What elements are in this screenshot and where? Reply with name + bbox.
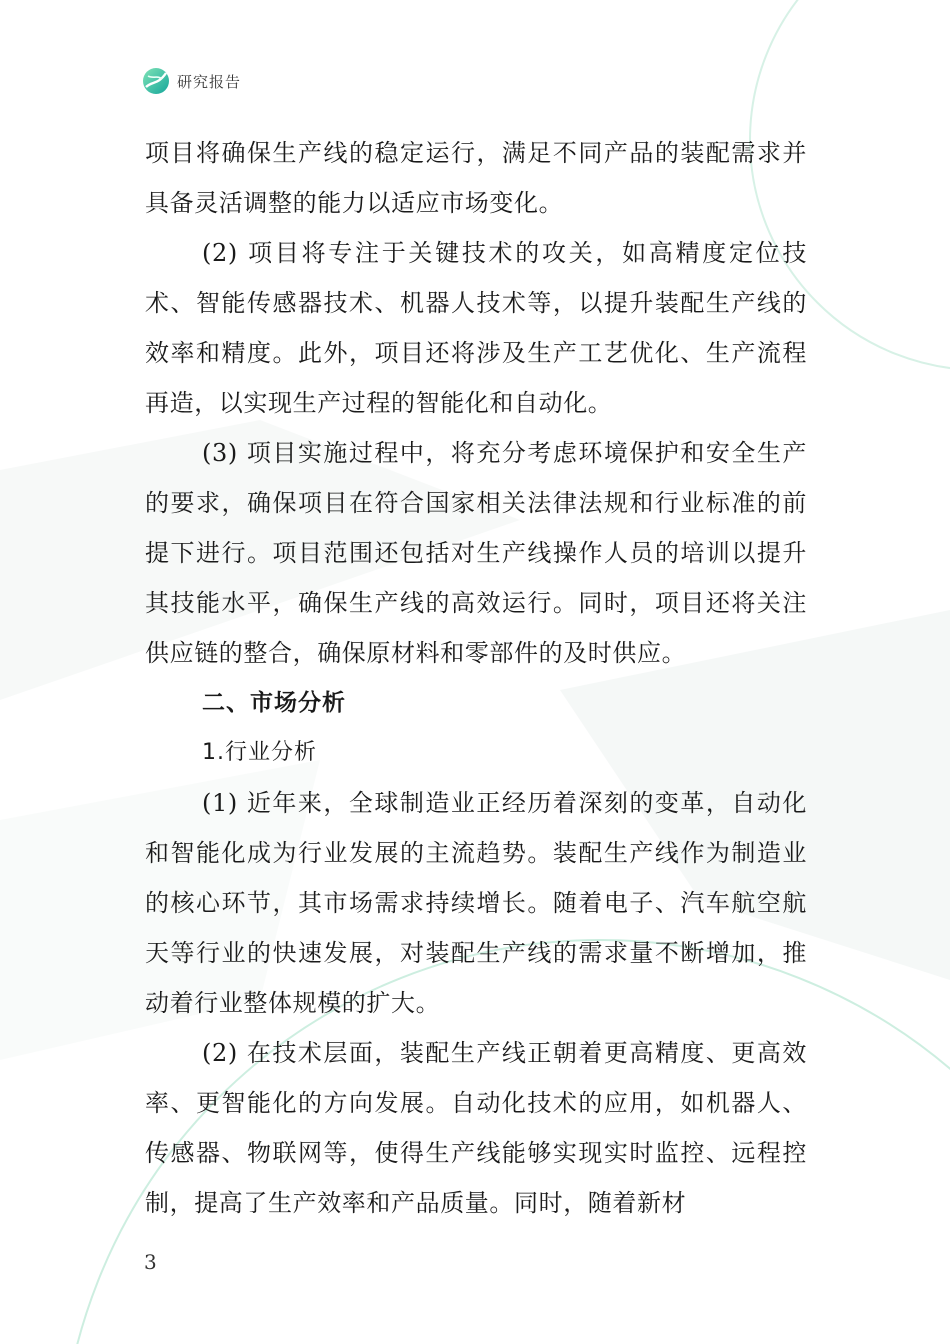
paragraph-2: (2) 项目将专注于关键技术的攻关，如高精度定位技术、智能传感器技术、机器人技术等，以提升装配生产线的效率和精度。此外，项目还将涉及生产工艺优化、生产流程再造，以实现生产过程的智能化和自动化。 [145,239,807,417]
paragraph-4: (1) 近年来，全球制造业正经历着深刻的变革，自动化和智能化成为行业发展的主流趋势。装配生产线作为制造业的核心环节，其市场需求持续增长。随着电子、汽车航空航天等行业的快速发展，对装配生产线的需求量不断增加，推动着行业整体规模的扩大。 [145,789,807,1017]
section-heading: 二、市场分析 [202,690,346,716]
page-number: 3 [144,1250,157,1274]
paragraph-5: (2) 在技术层面，装配生产线正朝着更高精度、更高效率、更智能化的方向发展。自动化技术的应用，如机器人、传感器、物联网等，使得生产线能够实现实时监控、远程控制，提高了生产效率和产品质量。同时，随着新材 [145,1039,807,1217]
subsection-heading: 1.行业分析 [202,740,317,765]
header-title: 研究报告 [177,72,242,91]
document-body [145,128,807,1228]
paragraph-3: (3) 项目实施过程中，将充分考虑环境保护和安全生产的要求，确保项目在符合国家相关法律法规和行业标准的前提下进行。项目范围还包括对生产线操作人员的培训以提升其技能水平，确保生产线的高效运行。同时，项目还将关注供应链的整合，确保原材料和零部件的及时供应。 [145,439,807,667]
leaf-globe-logo-icon [142,67,170,95]
paragraph-1: 项目将确保生产线的稳定运行，满足不同产品的装配需求并具备灵活调整的能力以适应市场变化。 [145,139,807,217]
report-header [142,66,241,96]
